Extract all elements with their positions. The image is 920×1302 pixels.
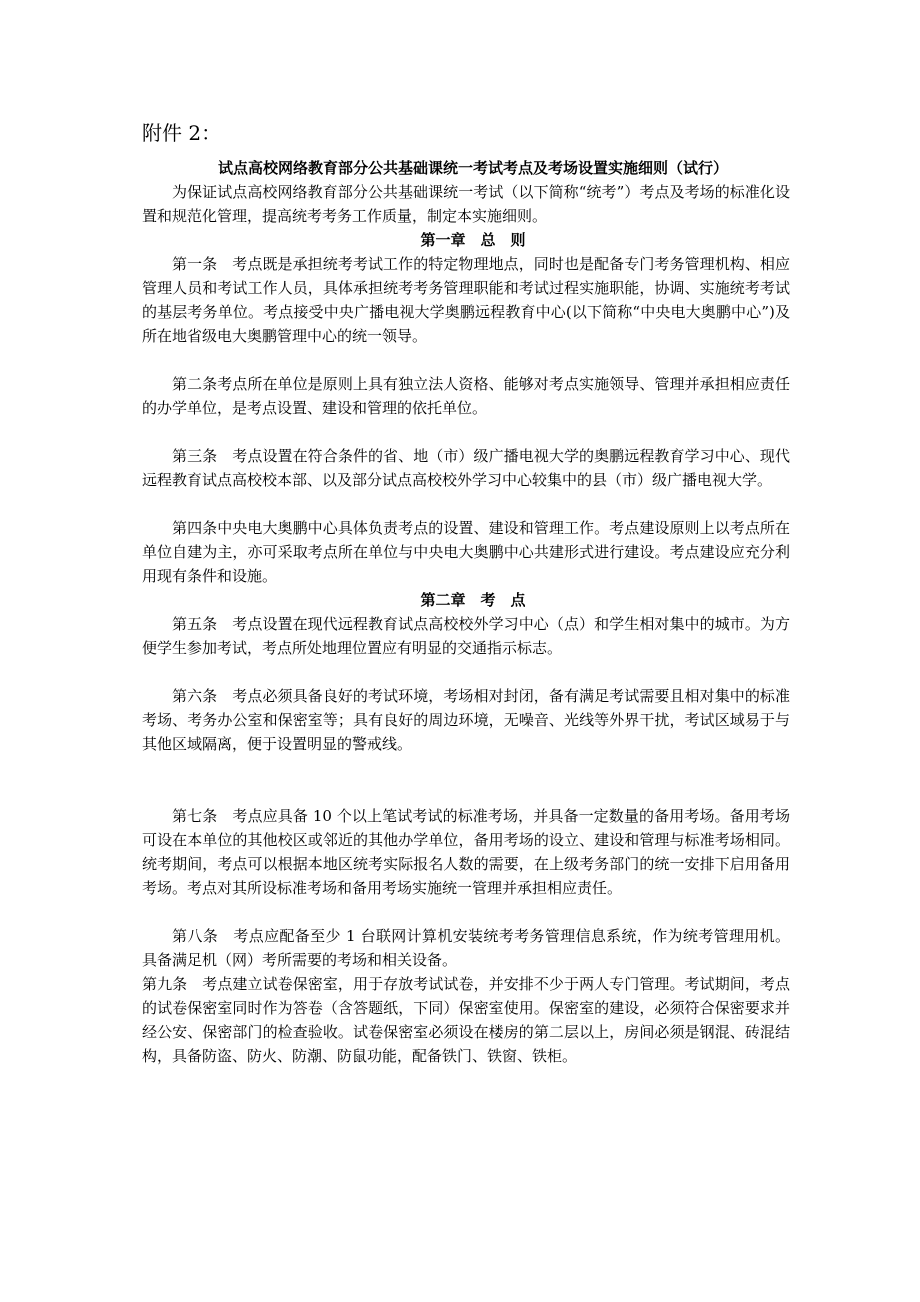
article-9: 第九条 考点建立试卷保密室，用于存放考试试卷，并安排不少于两人专门管理。考试期间，考点的试卷保密室同时作为答卷（含答题纸，下同）保密室使用。保密室的建设，必须符合保密要求并经公安、保密部门的检查验收。试卷保密室必须设在楼房的第二层以上，房间必须是钢混、砖混结构，具备防盗、防火、防潮、防鼠功能，配备铁门、铁窗、铁柜。	[142, 975, 790, 1065]
article-2: 第二条考点所在单位是原则上具有独立法人资格、能够对考点实施领导、管理并承担相应责任的办学单位，是考点设置、建设和管理的依托单位。	[142, 375, 790, 417]
document-page	[142, 118, 790, 1068]
article-3: 第三条 考点设置在符合条件的省、地（市）级广播电视大学的奥鹏远程教育学习中心、现代远程教育试点高校校本部、以及部分试点高校校外学习中心较集中的县（市）级广播电视大学。	[142, 447, 790, 489]
article-5: 第五条 考点设置在现代远程教育试点高校校外学习中心（点）和学生相对集中的城市。为方便学生参加考试，考点所处地理位置应有明显的交通指示标志。	[142, 615, 790, 657]
article-6: 第六条 考点必须具备良好的考试环境，考场相对封闭，备有满足考试需要且相对集中的标准考场、考务办公室和保密室等；具有良好的周边环境，无噪音、光线等外界干扰，考试区域易于与其他区域隔离，便于设置明显的警戒线。	[142, 687, 790, 753]
intro-paragraph: 为保证试点高校网络教育部分公共基础课统一考试（以下简称“统考”）考点及考场的标准化设置和规范化管理，提高统考考务工作质量，制定本实施细则。	[142, 183, 790, 225]
attachment-label: 附件 2：	[142, 121, 222, 145]
article-7: 第七条 考点应具备 10 个以上笔试考试的标准考场，并具备一定数量的备用考场。备用考场可设在本单位的其他校区或邻近的其他办学单位，备用考场的设立、建设和管理与标准考场相同。统考期间，考点可以根据本地区统考实际报名人数的需要，在上级考务部门的统一安排下启用备用考场。考点对其所设标准考场和备用考场实施统一管理并承担相应责任。	[142, 807, 790, 897]
article-1: 第一条 考点既是承担统考考试工作的特定物理地点，同时也是配备专门考务管理机构、相应管理人员和考试工作人员，具体承担统考考务管理职能和考试过程实施职能，协调、实施统考考试的基层考务单位。考点接受中央广播电视大学奥鹏远程教育中心(以下简称“中央电大奥鹏中心”)及所在地省级电大奥鹏管理中心的统一领导。	[142, 255, 790, 345]
document-title: 试点高校网络教育部分公共基础课统一考试考点及考场设置实施细则（试行）	[217, 159, 728, 177]
article-8: 第八条 考点应配备至少 1 台联网计算机安装统考考务管理信息系统，作为统考管理用机。具备满足机（网）考所需要的考场和相关设备。	[142, 927, 790, 969]
chapter-1-heading: 第一章 总 则	[420, 231, 526, 249]
article-4: 第四条中央电大奥鹏中心具体负责考点的设置、建设和管理工作。考点建设原则上以考点所在单位自建为主，亦可采取考点所在单位与中央电大奥鹏中心共建形式进行建设。考点建设应充分利用现有条件和设施。	[142, 519, 790, 585]
chapter-2-heading: 第二章 考 点	[420, 591, 526, 609]
